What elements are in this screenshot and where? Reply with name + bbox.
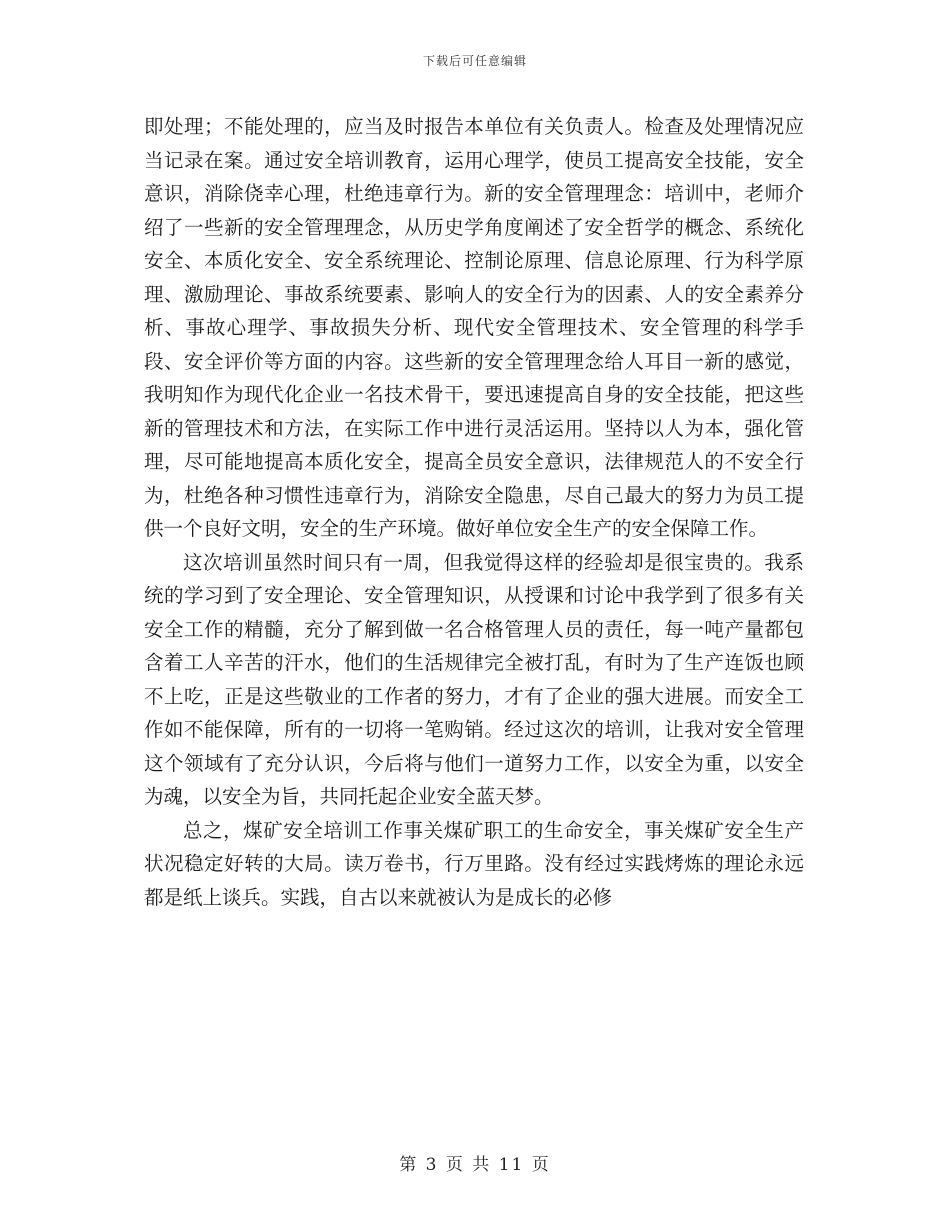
page-number-footer: 第 3 页 共 11 页	[399, 1155, 551, 1175]
paragraph-3: 总之，煤矿安全培训工作事关煤矿职工的生命安全，事关煤矿安全生产状况稳定好转的大局。读万卷书，行万里路。没有经过实践烤炼的理论永远都是纸上谈兵。实践，自古以来就被认为是成长的必修	[144, 818, 804, 909]
document-body	[144, 110, 804, 914]
paragraph-2: 这次培训虽然时间只有一周，但我觉得这样的经验却是很宝贵的。我系统的学习到了安全理论、安全管理知识，从授课和讨论中我学到了很多有关安全工作的精髓，充分了解到做一名合格管理人员的责任，每一吨产量都包含着工人辛苦的汗水，他们的生活规律完全被打乱，有时为了生产连饭也顾不上吃，正是这些敬业的工作者的努力，才有了企业的强大进展。而安全工作如不能保障，所有的一切将一笔购销。经过这次的培训，让我对安全管理这个领域有了充分认识，今后将与他们一道努力工作，以安全为重，以安全为魂，以安全为旨，共同托起企业安全蓝天梦。	[144, 550, 804, 808]
paragraph-1: 即处理；不能处理的，应当及时报告本单位有关负责人。检查及处理情况应当记录在案。通过安全培训教育，运用心理学，使员工提高安全技能，安全意识，消除侥幸心理，杜绝违章行为。新的安全管理理念：培训中，老师介绍了一些新的安全管理理念，从历史学角度阐述了安全哲学的概念、系统化安全、本质化安全、安全系统理论、控制论原理、信息论原理、行为科学原理、激励理论、事故系统要素、影响人的安全行为的因素、人的安全素养分析、事故心理学、事故损失分析、现代安全管理技术、安全管理的科学手段、安全评价等方面的内容。这些新的安全管理理念给人耳目一新的感觉，我明知作为现代化企业一名技术骨干，要迅速提高自身的安全技能，把这些新的管理技术和方法，在实际工作中进行灵活运用。坚持以人为本，强化管理，尽可能地提高本质化安全，提高全员安全意识，法律规范人的不安全行为，杜绝各种习惯性违章行为，消除安全隐患，尽自己最大的努力为员工提供一个良好文明，安全的生产环境。做好单位安全生产的安全保障工作。	[144, 115, 804, 540]
page-header: 下载后可任意编辑	[422, 54, 527, 68]
